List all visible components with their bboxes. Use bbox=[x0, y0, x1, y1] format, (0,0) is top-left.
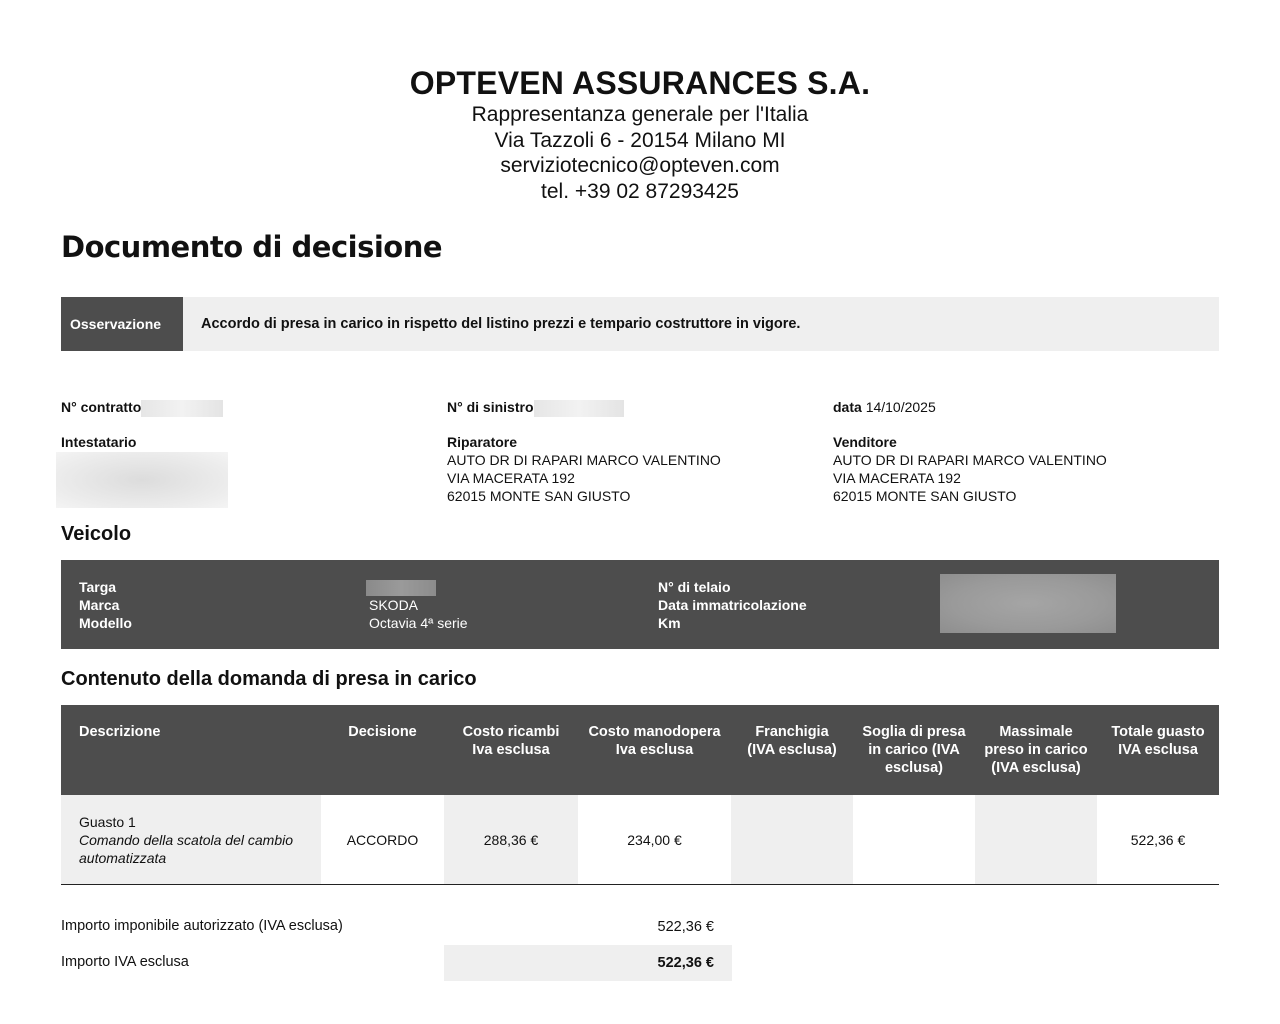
col-ceiling: Massimale preso in carico (IVA esclusa) bbox=[975, 705, 1097, 795]
repairer-city: 62015 MONTE SAN GIUSTO bbox=[447, 488, 631, 504]
taxable-row bbox=[61, 909, 732, 945]
repairer-block bbox=[447, 433, 721, 505]
claim-field bbox=[447, 398, 624, 417]
company-phone: tel. +39 02 87293425 bbox=[541, 179, 739, 203]
net-value: 522,36 € bbox=[444, 945, 732, 981]
contract-redacted bbox=[141, 400, 223, 417]
date-label: data bbox=[833, 399, 862, 415]
model-label: Modello bbox=[79, 615, 132, 631]
vehicle-values-left bbox=[369, 578, 468, 632]
repairer-street: VIA MACERATA 192 bbox=[447, 470, 575, 486]
cell-total: 522,36 € bbox=[1097, 795, 1219, 885]
col-description: Descrizione bbox=[61, 705, 321, 795]
holder-block bbox=[61, 433, 136, 451]
company-address: Via Tazzoli 6 - 20154 Milano MI bbox=[494, 128, 786, 152]
holder-label: Intestatario bbox=[61, 434, 137, 450]
vehicle-labels-left bbox=[79, 578, 132, 632]
registration-label: Data immatricolazione bbox=[658, 597, 807, 613]
col-decision: Decisione bbox=[321, 705, 444, 795]
claim-redacted bbox=[534, 400, 624, 417]
cell-description bbox=[61, 795, 321, 885]
contract-field bbox=[61, 398, 223, 417]
company-header bbox=[0, 64, 1280, 204]
cell-ceiling bbox=[975, 795, 1097, 885]
seller-street: VIA MACERATA 192 bbox=[833, 470, 961, 486]
plate-label: Targa bbox=[79, 579, 117, 595]
taxable-value: 522,36 € bbox=[657, 919, 714, 935]
company-email: serviziotecnico@opteven.com bbox=[500, 154, 780, 177]
fault-subtitle: Comando della scatola del cambio automatizzata bbox=[79, 831, 294, 866]
vehicle-panel bbox=[61, 560, 1219, 649]
observation-label: Osservazione bbox=[61, 297, 183, 351]
cell-deductible bbox=[731, 795, 853, 885]
brand-value: SKODA bbox=[369, 597, 419, 613]
claims-header-row bbox=[61, 705, 1219, 795]
col-deductible: Franchigia (IVA esclusa) bbox=[731, 705, 853, 795]
claims-section-title: Contenuto della domanda di presa in carico bbox=[61, 668, 477, 690]
seller-city: 62015 MONTE SAN GIUSTO bbox=[833, 488, 1017, 504]
km-label: Km bbox=[658, 615, 681, 631]
company-name: OPTEVEN ASSURANCES S.A. bbox=[409, 65, 871, 101]
claim-label: N° di sinistro bbox=[447, 399, 534, 415]
chassis-label: N° di telaio bbox=[658, 579, 731, 595]
claims-table bbox=[61, 705, 1219, 885]
seller-label: Venditore bbox=[833, 434, 897, 450]
fault-title: Guasto 1 bbox=[79, 813, 136, 830]
holder-redacted bbox=[56, 452, 228, 508]
cell-decision: ACCORDO bbox=[321, 795, 444, 885]
observation-text: Accordo di presa in carico in rispetto del listino prezzi e tempario costruttore in vigore. bbox=[201, 316, 801, 332]
net-row bbox=[61, 945, 732, 981]
col-parts-cost: Costo ricambi Iva esclusa bbox=[444, 705, 578, 795]
repairer-label: Riparatore bbox=[447, 434, 518, 450]
observation-bar bbox=[61, 297, 1219, 351]
col-total: Totale guasto IVA esclusa bbox=[1097, 705, 1219, 795]
cell-labour-cost: 234,00 € bbox=[578, 795, 731, 885]
vehicle-section-title: Veicolo bbox=[61, 523, 132, 545]
vehicle-details-redacted bbox=[940, 574, 1116, 633]
page-title: Documento di decisione bbox=[61, 230, 443, 264]
model-value: Octavia 4ª serie bbox=[369, 615, 468, 631]
seller-block bbox=[833, 433, 1107, 505]
cell-threshold bbox=[853, 795, 975, 885]
brand-label: Marca bbox=[79, 597, 120, 613]
company-subtitle: Rappresentanza generale per l'Italia bbox=[471, 103, 809, 126]
date-field bbox=[833, 398, 936, 416]
date-value: 14/10/2025 bbox=[865, 399, 936, 415]
table-row bbox=[61, 795, 1219, 885]
contract-label: N° contratto bbox=[61, 399, 142, 415]
net-label: Importo IVA esclusa bbox=[61, 954, 189, 970]
taxable-label: Importo imponibile autorizzato (IVA esclusa) bbox=[61, 918, 343, 934]
seller-name: AUTO DR DI RAPARI MARCO VALENTINO bbox=[833, 452, 1107, 468]
vehicle-labels-right bbox=[658, 578, 807, 632]
col-labour-cost: Costo manodopera Iva esclusa bbox=[578, 705, 731, 795]
col-threshold: Soglia di presa in carico (IVA esclusa) bbox=[853, 705, 975, 795]
repairer-name: AUTO DR DI RAPARI MARCO VALENTINO bbox=[447, 452, 721, 468]
cell-parts-cost: 288,36 € bbox=[444, 795, 578, 885]
